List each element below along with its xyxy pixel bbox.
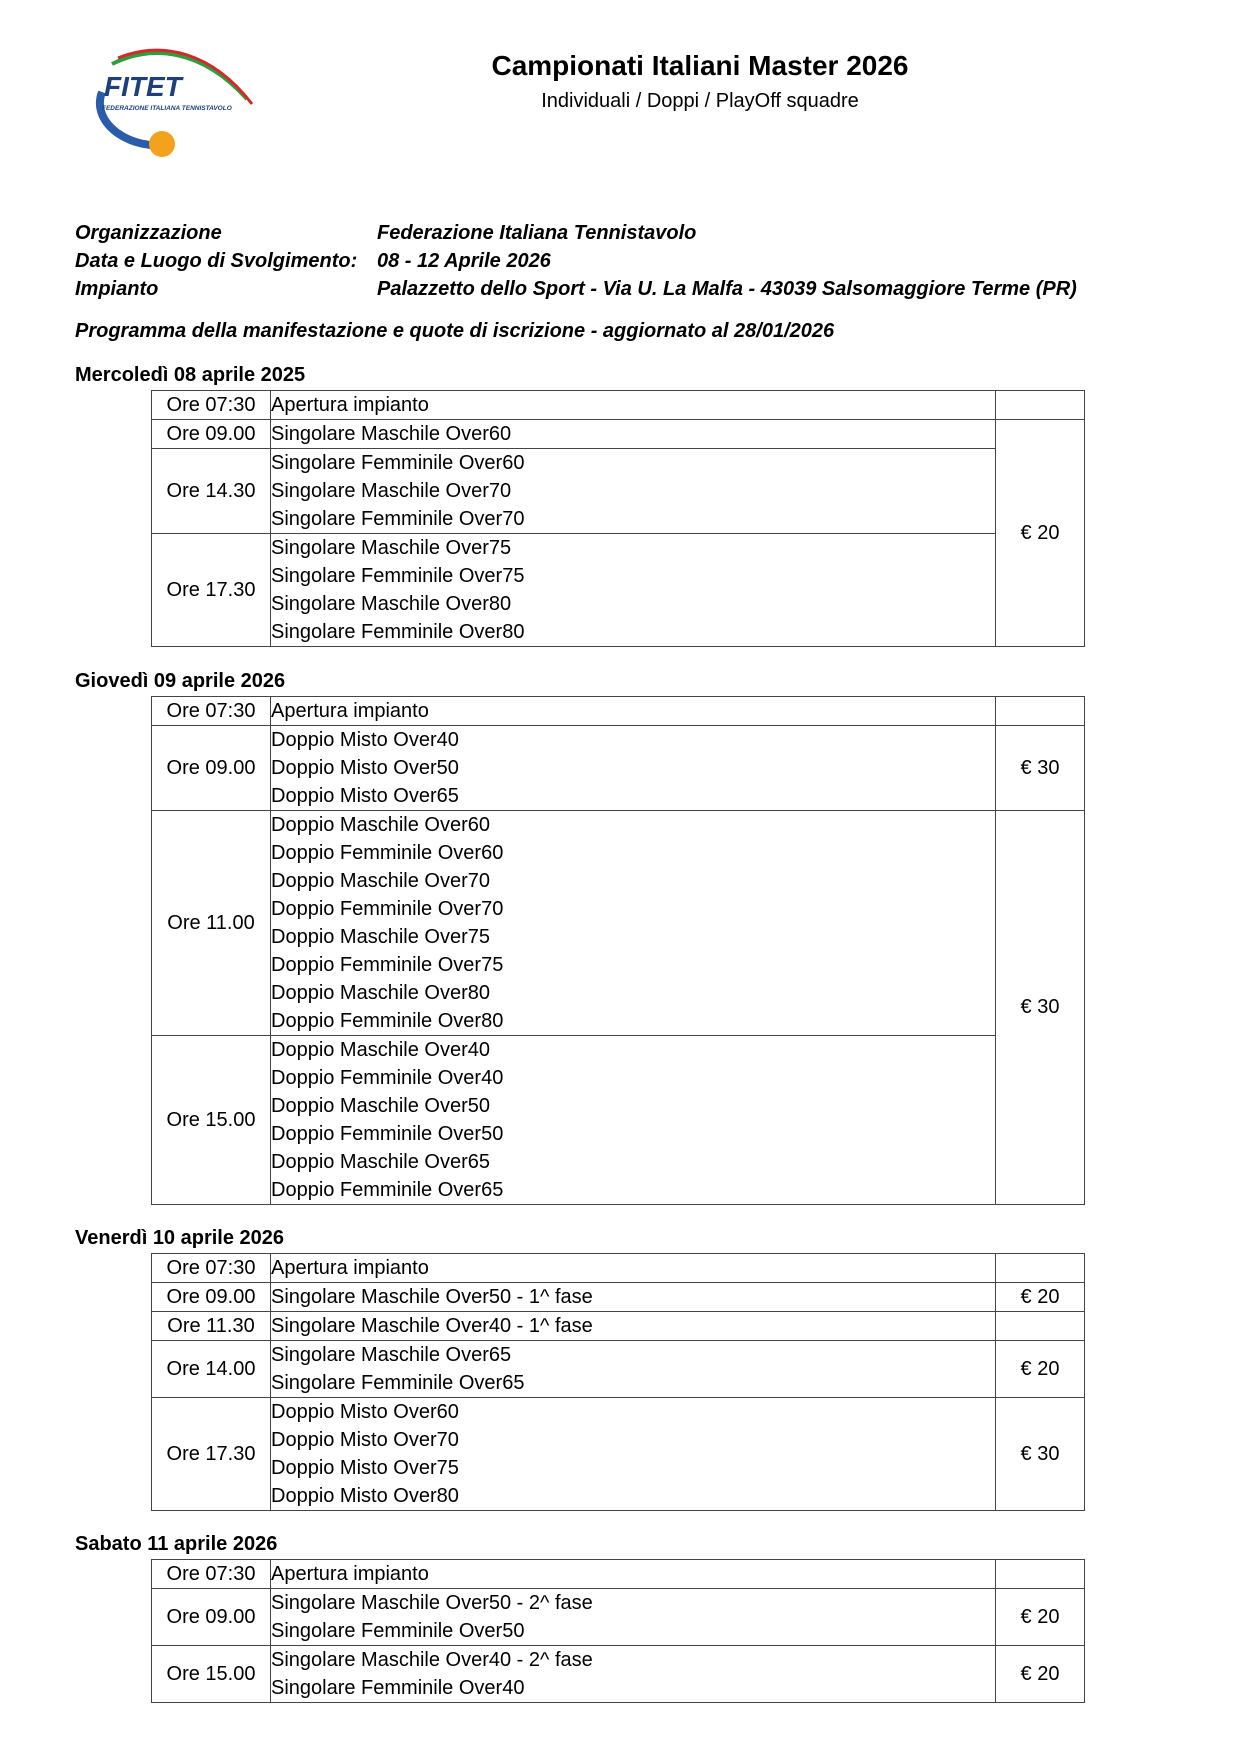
fee-cell: € 30	[996, 1398, 1085, 1511]
event-cell	[271, 1254, 996, 1283]
day-heading: Venerdì 10 aprile 2026	[75, 1227, 285, 1249]
event-cell	[271, 534, 996, 647]
time-cell: Ore 09.00	[152, 1589, 271, 1646]
event-cell	[271, 1341, 996, 1398]
event-line: Doppio Femminile Over50	[271, 1123, 504, 1145]
event-line: Apertura impianto	[271, 1257, 429, 1279]
fee-cell	[996, 391, 1085, 420]
schedule-table-day-4	[151, 1559, 1085, 1703]
event-line: Doppio Maschile Over50	[271, 1095, 490, 1117]
table-row	[152, 1254, 1085, 1283]
event-line: Doppio Femminile Over65	[271, 1179, 504, 1201]
event-line: Doppio Misto Over70	[271, 1429, 459, 1451]
event-line: Singolare Femminile Over75	[271, 565, 525, 587]
event-line: Singolare Maschile Over70	[271, 480, 512, 502]
table-row	[152, 1560, 1085, 1589]
fee-cell: € 20	[996, 1341, 1085, 1398]
day-heading: Mercoledì 08 aprile 2025	[75, 364, 306, 386]
event-line: Doppio Femminile Over40	[271, 1067, 504, 1089]
event-cell	[271, 1589, 996, 1646]
page-subtitle: Individuali / Doppi / PlayOff squadre	[541, 90, 859, 112]
day-heading: Sabato 11 aprile 2026	[75, 1533, 278, 1555]
event-line: Apertura impianto	[271, 1563, 429, 1585]
info-label: Impianto	[75, 278, 159, 300]
time-cell: Ore 09.00	[152, 420, 271, 449]
event-line: Singolare Femminile Over80	[271, 621, 525, 643]
event-line: Doppio Misto Over75	[271, 1457, 459, 1479]
table-row	[152, 1283, 1085, 1312]
info-value: 08 - 12 Aprile 2026	[377, 250, 551, 272]
schedule-table-day-2	[151, 696, 1085, 1205]
event-line: Doppio Femminile Over60	[271, 842, 504, 864]
event-line: Apertura impianto	[271, 394, 429, 416]
info-label: Data e Luogo di Svolgimento:	[75, 250, 358, 272]
event-line: Doppio Maschile Over80	[271, 982, 490, 1004]
time-cell: Ore 07:30	[152, 1560, 271, 1589]
event-line: Doppio Femminile Over80	[271, 1010, 504, 1032]
event-cell	[271, 420, 996, 449]
logo-text: FITET	[104, 71, 182, 102]
event-line: Apertura impianto	[271, 700, 429, 722]
fitet-logo	[82, 44, 262, 164]
fee-cell	[996, 697, 1085, 726]
event-line: Singolare Maschile Over75	[271, 537, 512, 559]
table-row	[152, 1589, 1085, 1646]
time-cell: Ore 07:30	[152, 1254, 271, 1283]
time-cell: Ore 17.30	[152, 1398, 271, 1511]
schedule-table-day-3	[151, 1253, 1085, 1511]
event-line: Doppio Misto Over50	[271, 757, 459, 779]
event-cell	[271, 726, 996, 811]
event-line: Singolare Maschile Over80	[271, 593, 512, 615]
event-line: Singolare Maschile Over65	[271, 1344, 512, 1366]
event-line: Doppio Maschile Over70	[271, 870, 490, 892]
fee-cell: € 30	[996, 726, 1085, 811]
event-cell	[271, 1646, 996, 1703]
table-row	[152, 1036, 1085, 1205]
event-cell	[271, 449, 996, 534]
event-line: Doppio Maschile Over65	[271, 1151, 490, 1173]
event-line: Doppio Femminile Over75	[271, 954, 504, 976]
page-title: Campionati Italiani Master 2026	[491, 50, 909, 81]
event-line: Doppio Misto Over60	[271, 1401, 459, 1423]
event-line: Doppio Misto Over40	[271, 729, 459, 751]
time-cell: Ore 07:30	[152, 391, 271, 420]
event-cell	[271, 1312, 996, 1341]
day-heading: Giovedì 09 aprile 2026	[75, 670, 286, 692]
event-cell	[271, 1283, 996, 1312]
event-cell	[271, 1036, 996, 1205]
event-line: Singolare Maschile Over40 - 1^ fase	[271, 1315, 593, 1337]
event-line: Singolare Maschile Over40 - 2^ fase	[271, 1649, 593, 1671]
event-line: Doppio Misto Over80	[271, 1485, 459, 1507]
fee-cell	[996, 1312, 1085, 1341]
logo-subtext: FEDERAZIONE ITALIANA TENNISTAVOLO	[102, 105, 232, 112]
event-line: Singolare Maschile Over60	[271, 423, 512, 445]
event-line: Singolare Femminile Over65	[271, 1372, 525, 1394]
table-row	[152, 391, 1085, 420]
time-cell: Ore 11.30	[152, 1312, 271, 1341]
time-cell: Ore 07:30	[152, 697, 271, 726]
fee-cell: € 20	[996, 1283, 1085, 1312]
fee-cell	[996, 1254, 1085, 1283]
event-cell	[271, 1398, 996, 1511]
event-cell	[271, 697, 996, 726]
fee-cell: € 20	[996, 420, 1085, 647]
fee-cell: € 20	[996, 1589, 1085, 1646]
event-line: Doppio Maschile Over75	[271, 926, 490, 948]
time-cell: Ore 09.00	[152, 726, 271, 811]
event-line: Singolare Femminile Over40	[271, 1677, 525, 1699]
event-line: Singolare Femminile Over60	[271, 452, 525, 474]
time-cell: Ore 15.00	[152, 1646, 271, 1703]
table-row	[152, 534, 1085, 647]
schedule-table-day-1	[151, 390, 1085, 647]
time-cell: Ore 17.30	[152, 534, 271, 647]
event-line: Singolare Femminile Over50	[271, 1620, 525, 1642]
programma-heading: Programma della manifestazione e quote di iscrizione - aggiornato al 28/01/2026	[75, 320, 835, 342]
event-line: Doppio Maschile Over60	[271, 814, 490, 836]
table-row	[152, 1398, 1085, 1511]
event-cell	[271, 811, 996, 1036]
time-cell: Ore 11.00	[152, 811, 271, 1036]
event-line: Doppio Misto Over65	[271, 785, 459, 807]
event-line: Singolare Femminile Over70	[271, 508, 525, 530]
table-row	[152, 1646, 1085, 1703]
time-cell: Ore 09.00	[152, 1283, 271, 1312]
event-line: Doppio Maschile Over40	[271, 1039, 490, 1061]
table-row	[152, 449, 1085, 534]
table-row	[152, 420, 1085, 449]
fee-cell: € 30	[996, 811, 1085, 1205]
event-line: Singolare Maschile Over50 - 2^ fase	[271, 1592, 593, 1614]
event-line: Doppio Femminile Over70	[271, 898, 504, 920]
table-row	[152, 1312, 1085, 1341]
time-cell: Ore 15.00	[152, 1036, 271, 1205]
event-line: Singolare Maschile Over50 - 1^ fase	[271, 1286, 593, 1308]
table-row	[152, 697, 1085, 726]
table-row	[152, 1341, 1085, 1398]
time-cell: Ore 14.00	[152, 1341, 271, 1398]
table-row	[152, 811, 1085, 1036]
event-cell	[271, 391, 996, 420]
info-value: Federazione Italiana Tennistavolo	[377, 222, 697, 244]
time-cell: Ore 14.30	[152, 449, 271, 534]
event-cell	[271, 1560, 996, 1589]
table-row	[152, 726, 1085, 811]
info-value: Palazzetto dello Sport - Via U. La Malfa - 43039 Salsomaggiore Terme (PR)	[377, 278, 1077, 300]
info-label: Organizzazione	[75, 222, 222, 244]
fee-cell: € 20	[996, 1646, 1085, 1703]
fee-cell	[996, 1560, 1085, 1589]
